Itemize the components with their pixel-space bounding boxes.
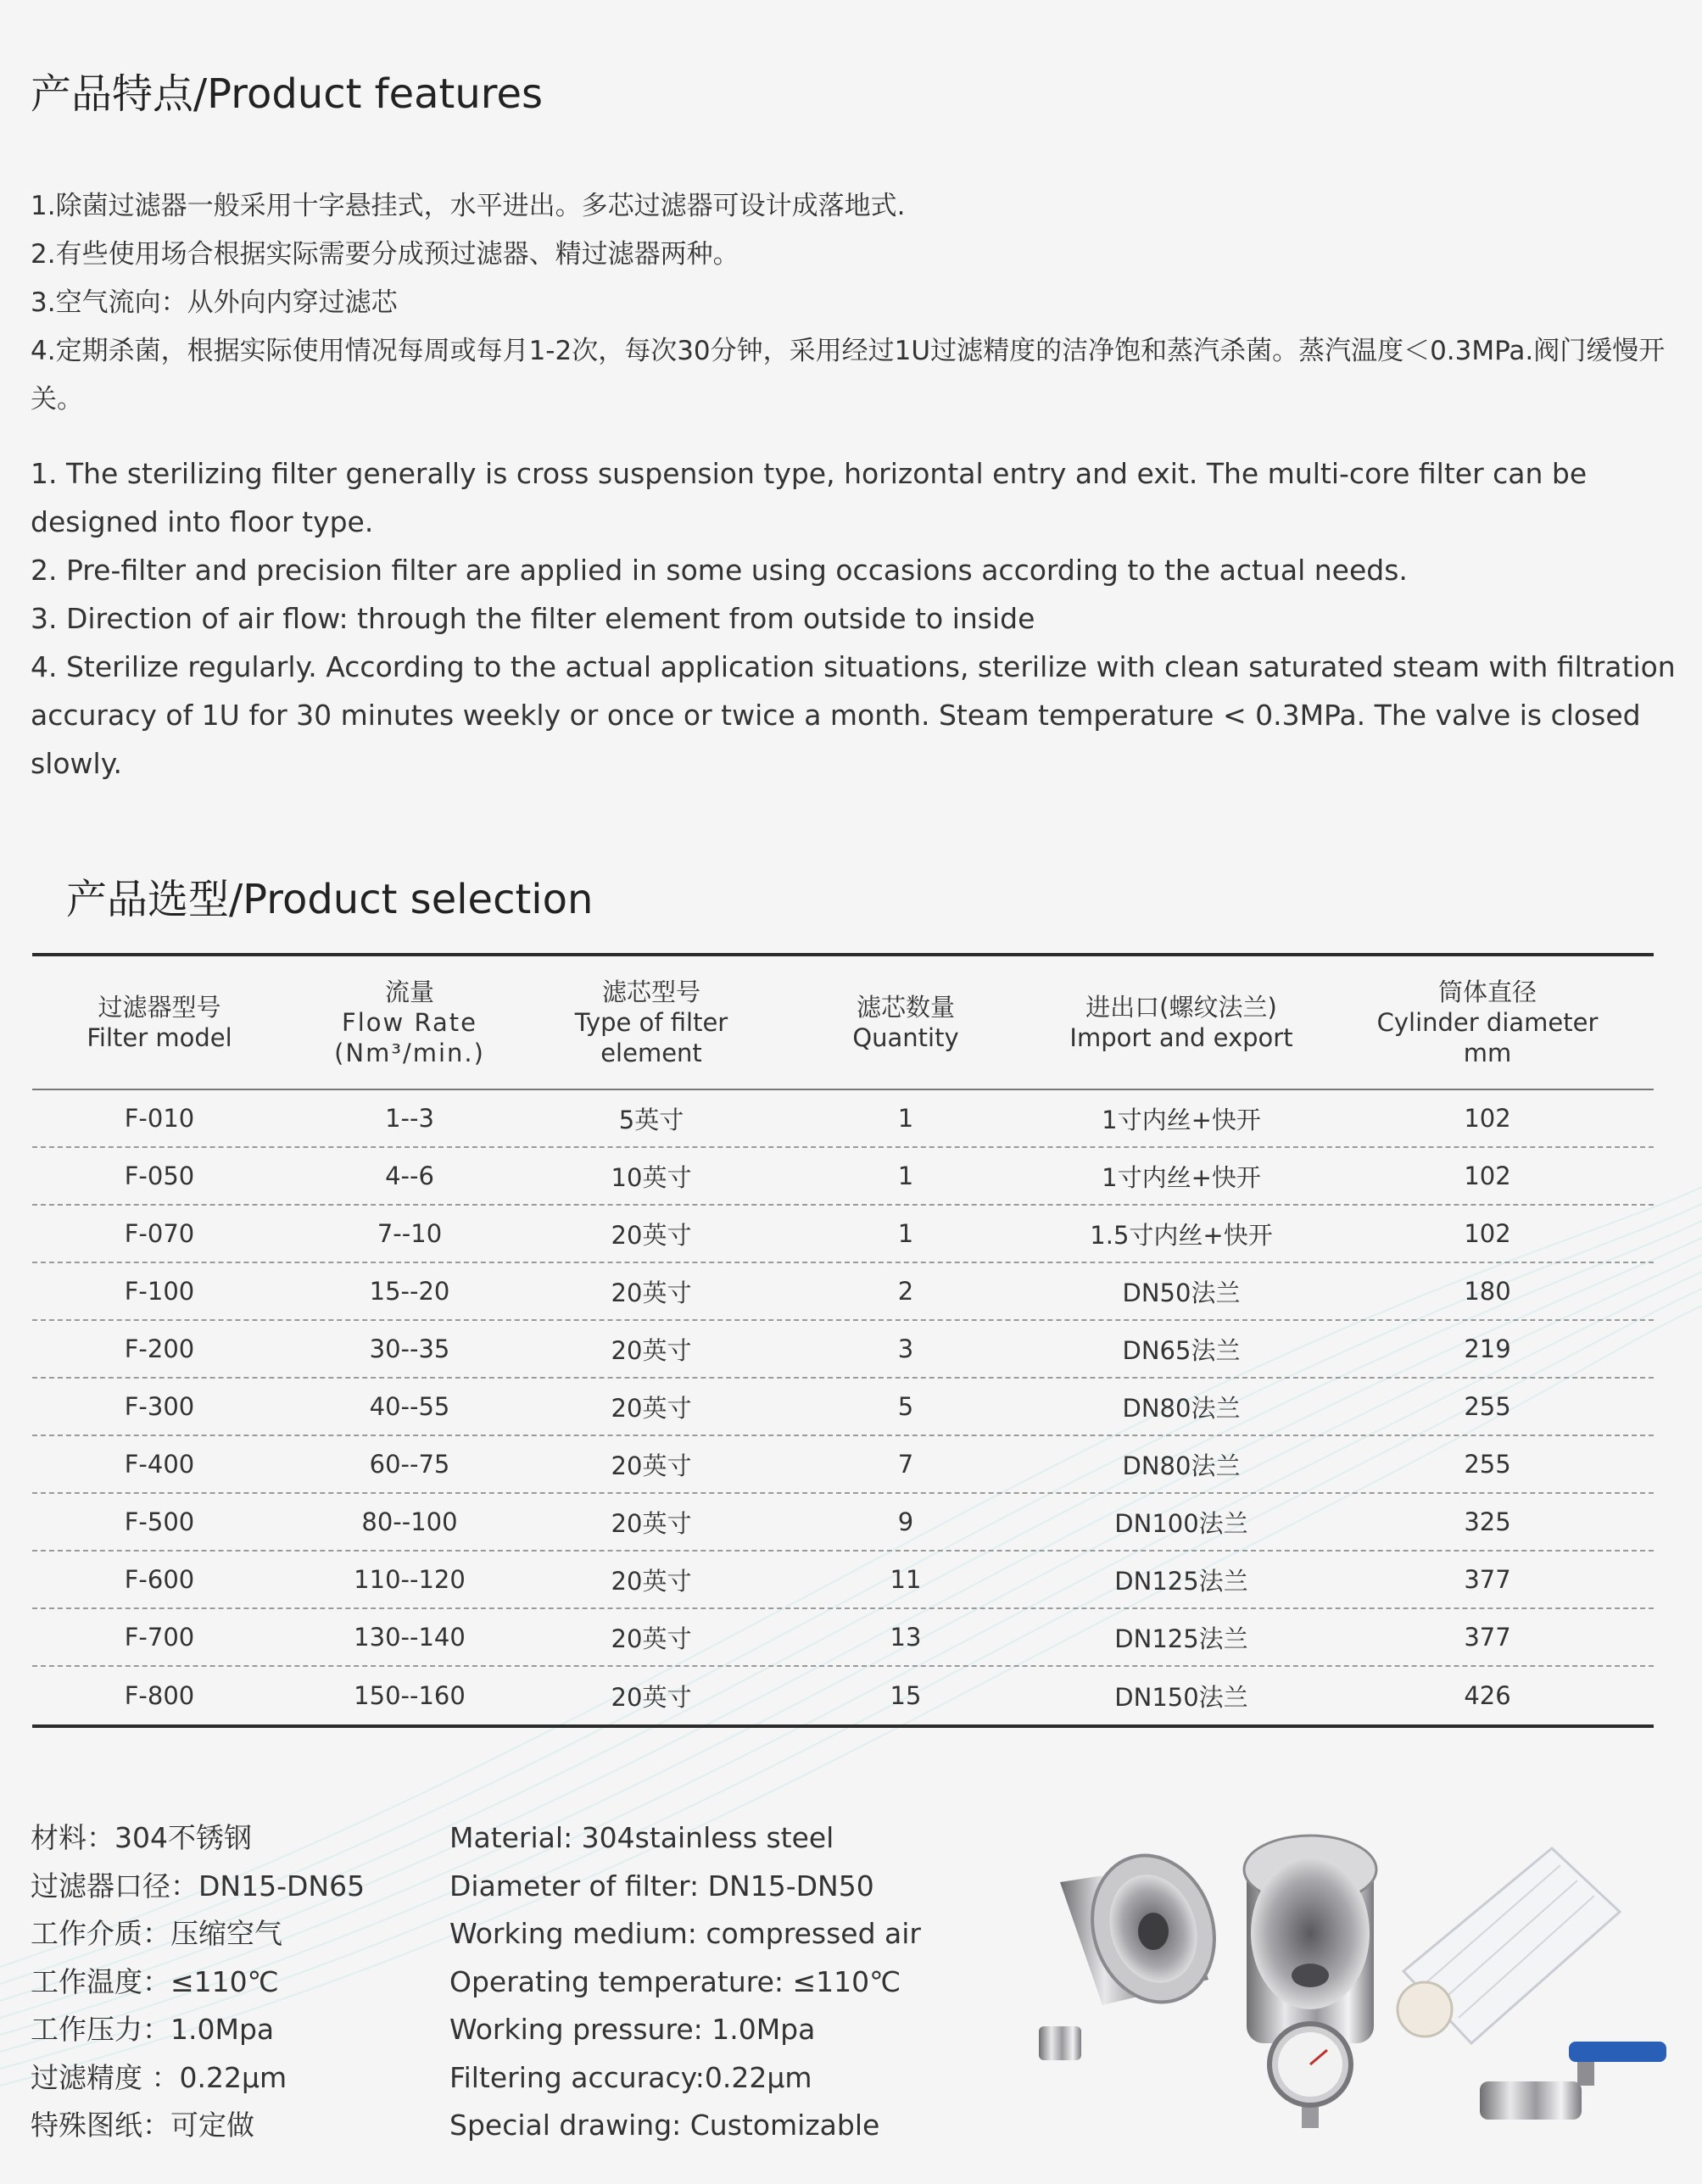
cell-element-type: 20英寸: [611, 1451, 692, 1480]
cell-import-export: 1.5寸内丝+快开: [1090, 1220, 1273, 1250]
table-row: [32, 1436, 1654, 1494]
pressure-gauge: [1270, 2024, 1351, 2128]
table-row: [32, 1090, 1654, 1148]
table-row: [32, 1148, 1654, 1206]
cell-flow-rate: 110--120: [354, 1565, 466, 1594]
cell-element-type: 20英寸: [611, 1278, 692, 1307]
spec-en-diameter: Diameter of filter: DN15-DN50: [449, 1869, 874, 1903]
cell-import-export: DN65法兰: [1122, 1335, 1241, 1365]
cell-quantity: 7: [897, 1450, 914, 1479]
spec-cn-diameter: 过滤器口径：DN15-DN65: [31, 1869, 366, 1903]
cell-quantity: 15: [890, 1681, 922, 1710]
cell-model: F-200: [124, 1334, 195, 1363]
cell-element-type: 10英寸: [611, 1162, 692, 1192]
table-row: [32, 1206, 1654, 1263]
header-filter-element: 滤芯型号 Type of filter element: [574, 978, 728, 1067]
cell-import-export: DN125法兰: [1114, 1566, 1248, 1596]
cell-quantity: 1: [897, 1162, 914, 1190]
spec-en-pressure: Working pressure: 1.0Mpa: [449, 2013, 816, 2046]
spec-cn-medium: 工作介质：压缩空气: [31, 1917, 282, 1950]
spec-cn-drawing: 特殊图纸：可定做: [31, 2109, 254, 2142]
spec-cn-pressure: 工作压力：1.0Mpa: [31, 2013, 275, 2046]
cell-flow-rate: 4--6: [385, 1162, 434, 1190]
cell-diameter: 426: [1464, 1681, 1511, 1710]
cell-diameter: 325: [1464, 1507, 1511, 1536]
cell-import-export: DN50法兰: [1122, 1278, 1241, 1307]
spec-cn-temperature: 工作温度：≤110℃: [31, 1964, 279, 1998]
header-filter-model: 过滤器型号 Filter model: [86, 993, 232, 1052]
table-header: [32, 956, 1654, 1089]
cell-flow-rate: 15--20: [369, 1277, 450, 1306]
table-row: [32, 1609, 1654, 1667]
feature-en-1: 1. The sterilizing filter generally is cross suspension type, horizontal entry and exit. The multi-core filter can be designed into floor type.: [31, 457, 1588, 538]
cell-quantity: 5: [897, 1392, 914, 1421]
ball-valve: [1480, 2042, 1666, 2120]
cell-diameter: 219: [1464, 1334, 1511, 1363]
cell-diameter: 102: [1464, 1219, 1511, 1248]
specs-english: [449, 1814, 921, 2150]
cell-model: F-600: [124, 1565, 195, 1594]
feature-en-2: 2. Pre-filter and precision filter are applied in some using occasions according to the actual needs.: [31, 554, 1408, 587]
cell-diameter: 255: [1464, 1450, 1511, 1479]
cell-diameter: 102: [1464, 1104, 1511, 1133]
cell-element-type: 20英寸: [611, 1393, 692, 1423]
cell-quantity: 1: [897, 1219, 914, 1248]
feature-en-4: 4. Sterilize regularly. According to the actual application situations, sterilize with clean saturated steam with filtration accuracy of 1U for 30 minutes weekly or once or twice a month. Steam temperature < 0.3MPa. The valve is closed slowly.: [31, 650, 1676, 780]
cell-flow-rate: 150--160: [354, 1681, 466, 1710]
cell-model: F-050: [124, 1162, 195, 1190]
cell-diameter: 255: [1464, 1392, 1511, 1421]
cell-diameter: 377: [1464, 1565, 1511, 1594]
table-row: [32, 1263, 1654, 1321]
feature-en-3: 3. Direction of air flow: through the filter element from outside to inside: [31, 602, 1035, 635]
table-bottom-rule: [32, 1724, 1654, 1728]
cell-flow-rate: 30--35: [369, 1334, 450, 1363]
cell-import-export: DN125法兰: [1114, 1624, 1248, 1653]
cell-element-type: 20英寸: [611, 1566, 692, 1596]
cell-import-export: DN100法兰: [1114, 1508, 1248, 1538]
cell-diameter: 102: [1464, 1162, 1511, 1190]
selection-table: [32, 953, 1654, 1728]
cell-flow-rate: 40--55: [369, 1392, 450, 1421]
spec-en-material: Material: 304stainless steel: [449, 1821, 834, 1854]
cell-model: F-700: [124, 1623, 195, 1652]
features-chinese: [31, 182, 1676, 424]
cell-flow-rate: 130--140: [354, 1623, 466, 1652]
cell-element-type: 20英寸: [611, 1335, 692, 1365]
cell-import-export: DN80法兰: [1122, 1451, 1241, 1480]
cell-element-type: 20英寸: [611, 1682, 692, 1712]
cell-quantity: 1: [897, 1104, 914, 1133]
cell-import-export: 1寸内丝+快开: [1102, 1105, 1261, 1134]
spec-en-temperature: Operating temperature: ≤110℃: [449, 1964, 901, 1998]
cell-import-export: DN80法兰: [1122, 1393, 1241, 1423]
filter-housing-right: [1244, 1836, 1376, 2043]
cell-model: F-500: [124, 1507, 195, 1536]
cell-flow-rate: 7--10: [377, 1219, 443, 1248]
cell-quantity: 2: [897, 1277, 914, 1306]
feature-cn-1: 1.除菌过滤器一般采用十字悬挂式，水平进出。多芯过滤器可设计成落地式.: [31, 191, 906, 221]
cell-model: F-100: [124, 1277, 195, 1306]
spec-cn-material: 材料：304不锈钢: [31, 1821, 252, 1854]
cell-quantity: 9: [897, 1507, 914, 1536]
table-row: [32, 1321, 1654, 1379]
table-row: [32, 1494, 1654, 1552]
cell-element-type: 20英寸: [611, 1508, 692, 1538]
cell-quantity: 3: [897, 1334, 914, 1363]
cell-quantity: 13: [890, 1623, 922, 1652]
table-row: [32, 1552, 1654, 1609]
spec-en-accuracy: Filtering accuracy:0.22μm: [449, 2060, 812, 2094]
specs-chinese: [31, 1814, 365, 2150]
cell-element-type: 20英寸: [611, 1624, 692, 1653]
cell-model: F-300: [124, 1392, 195, 1421]
header-flow-rate: 流量 Flow Rate (Nm³/min.): [334, 978, 485, 1067]
cell-element-type: 20英寸: [611, 1220, 692, 1250]
cell-model: F-400: [124, 1450, 195, 1479]
spec-cn-accuracy: 过滤精度 ：0.22μm: [31, 2060, 287, 2094]
cell-flow-rate: 60--75: [369, 1450, 450, 1479]
feature-cn-2: 2.有些使用场合根据实际需要分成预过滤器、精过滤器两种。: [31, 239, 739, 270]
cell-flow-rate: 1--3: [385, 1104, 434, 1133]
features-title: 产品特点/Product features: [31, 70, 543, 118]
cell-import-export: 1寸内丝+快开: [1102, 1162, 1261, 1192]
cell-diameter: 180: [1464, 1277, 1511, 1306]
header-import-export: 进出口(螺纹法兰) Import and export: [1069, 993, 1293, 1052]
product-photo: [1026, 1831, 1671, 2145]
cell-import-export: DN150法兰: [1114, 1682, 1248, 1712]
cell-model: F-070: [124, 1219, 195, 1248]
features-english: [31, 449, 1684, 788]
header-quantity: 滤芯数量 Quantity: [852, 993, 959, 1052]
selection-title: 产品选型/Product selection: [66, 876, 594, 923]
cell-model: F-800: [124, 1681, 195, 1710]
feature-cn-4: 4.定期杀菌，根据实际使用情况每周或每月1-2次，每次30分钟，采用经过1U过滤精度的洁净饱和蒸汽杀菌。蒸汽温度＜0.3MPa.阀门缓慢开关。: [31, 336, 1666, 415]
feature-cn-3: 3.空气流向：从外向内穿过滤芯: [31, 287, 398, 318]
table-body: [32, 1090, 1654, 1724]
header-cylinder-diameter: 筒体直径 Cylinder diameter mm: [1376, 978, 1599, 1067]
cell-model: F-010: [124, 1104, 195, 1133]
filter-housing-left: [1039, 1840, 1233, 2060]
table-row: [32, 1667, 1654, 1724]
spec-en-medium: Working medium: compressed air: [449, 1917, 921, 1950]
spec-en-drawing: Special drawing: Customizable: [449, 2109, 880, 2142]
cell-flow-rate: 80--100: [361, 1507, 458, 1536]
cell-quantity: 11: [890, 1565, 922, 1594]
cell-element-type: 5英寸: [618, 1105, 684, 1134]
filter-cartridge: [1398, 1848, 1620, 2043]
table-row: [32, 1379, 1654, 1436]
cell-diameter: 377: [1464, 1623, 1511, 1652]
